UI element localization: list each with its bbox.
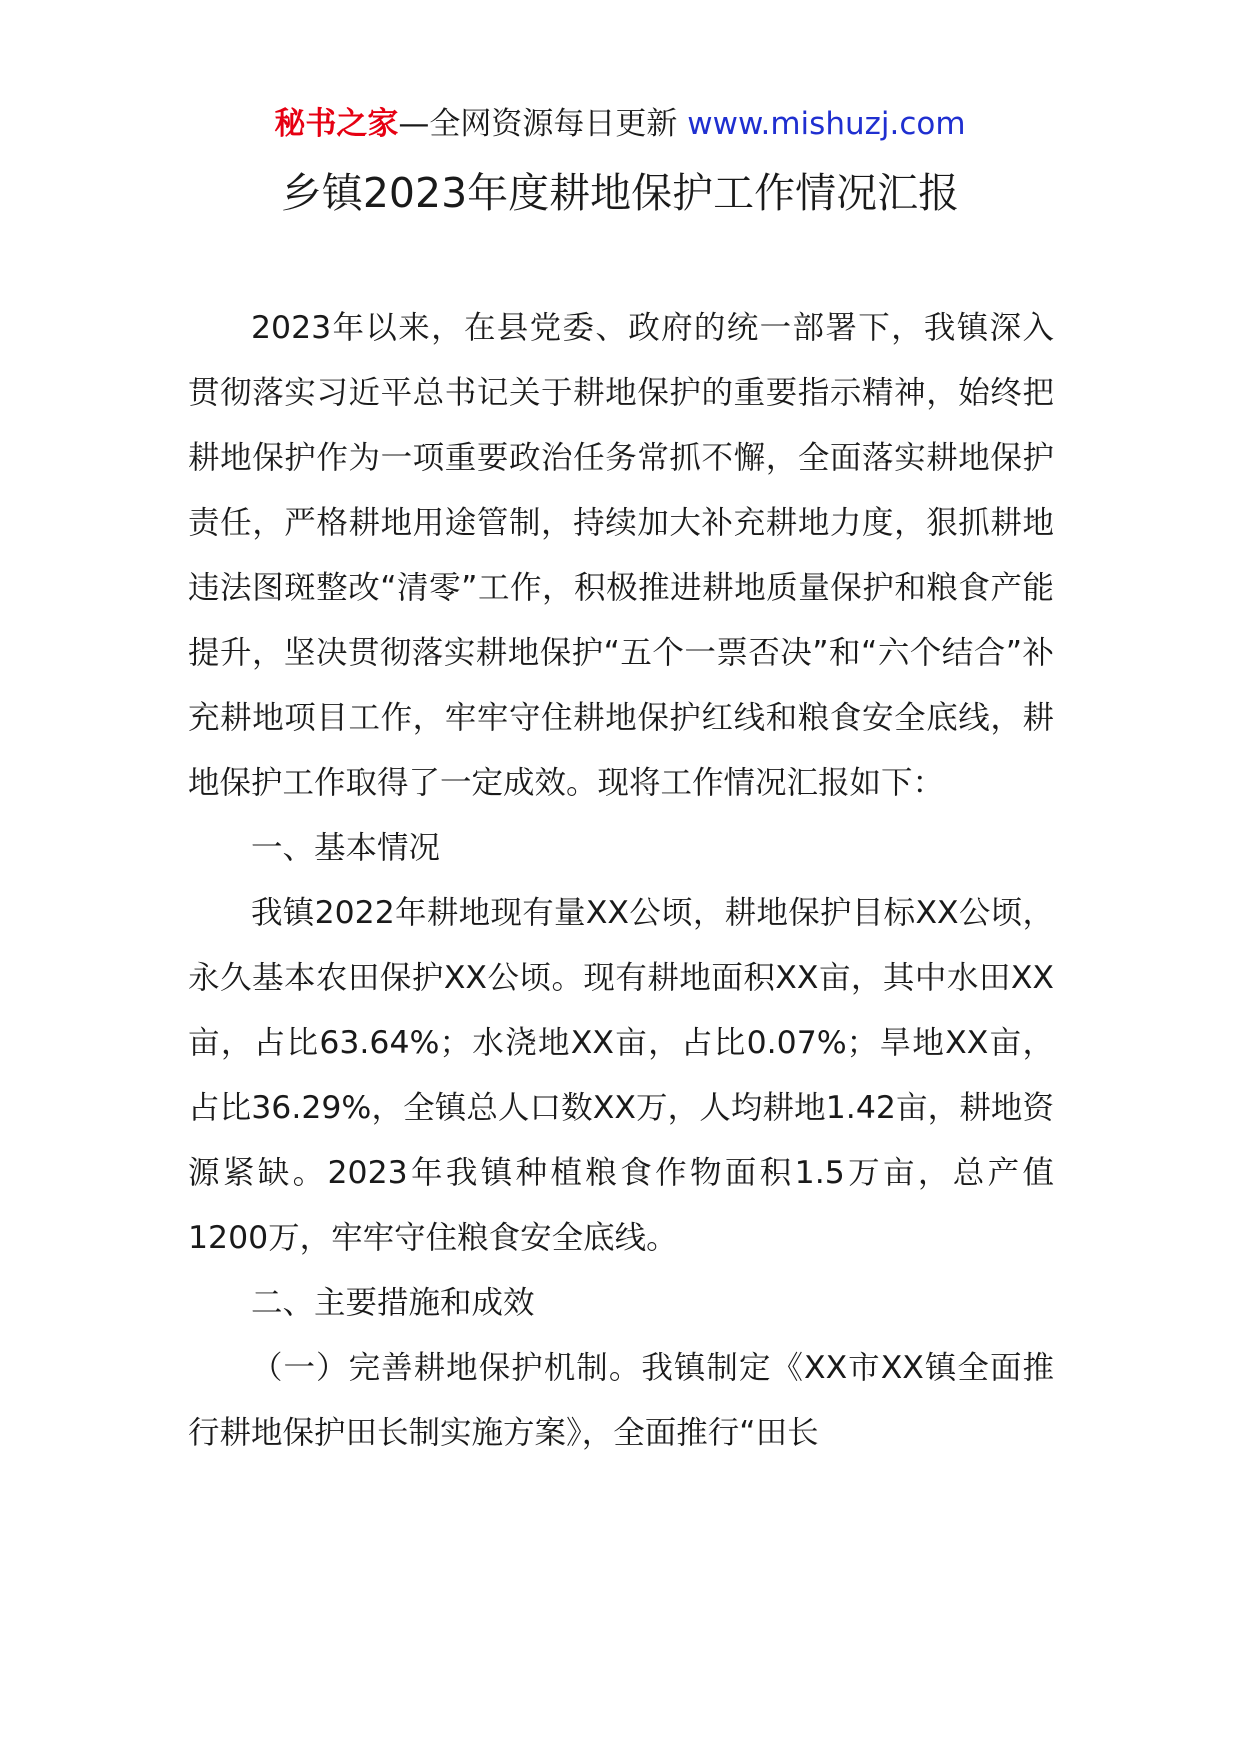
site-url-link[interactable]: www.mishuzj.com [687, 106, 966, 142]
site-header [0, 102, 1240, 146]
document-body [188, 296, 1054, 1466]
measures-paragraph: （一）完善耕地保护机制。我镇制定《XX市XX镇全面推行耕地保护田长制实施方案》，全面推行“田长 [188, 1350, 1054, 1451]
document-title: 乡镇2023年度耕地保护工作情况汇报 [280, 169, 960, 217]
section-heading-measures: 二、主要措施和成效 [251, 1285, 535, 1321]
section-heading-basic: 一、基本情况 [251, 830, 441, 866]
basic-info-paragraph: 我镇2022年耕地现有量XX公顷，耕地保护目标XX公顷，永久基本农田保护XX公顷。现有耕地面积XX亩，其中水田XX亩，占比63.64%；水浇地XX亩，占比0.07%；旱地XX亩，占比36.29%，全镇总人口数XX万，人均耕地1.42亩，耕地资源紧缺。2023年我镇种植粮食作物面积1.5万亩，总产值1200万，牢牢守住粮食安全底线。 [188, 895, 1054, 1256]
site-slogan: —全网资源每日更新 [398, 106, 688, 142]
brand-name: 秘书之家 [274, 106, 399, 142]
intro-paragraph: 2023年以来，在县党委、政府的统一部署下，我镇深入贯彻落实习近平总书记关于耕地保护的重要指示精神，始终把耕地保护作为一项重要政治任务常抓不懈，全面落实耕地保护责任，严格耕地用途管制，持续加大补充耕地力度，狠抓耕地违法图斑整改“清零”工作，积极推进耕地质量保护和粮食产能提升，坚决贯彻落实耕地保护“五个一票否决”和“六个结合”补充耕地项目工作，牢牢守住耕地保护红线和粮食安全底线，耕地保护工作取得了一定成效。现将工作情况汇报如下： [188, 310, 1054, 801]
